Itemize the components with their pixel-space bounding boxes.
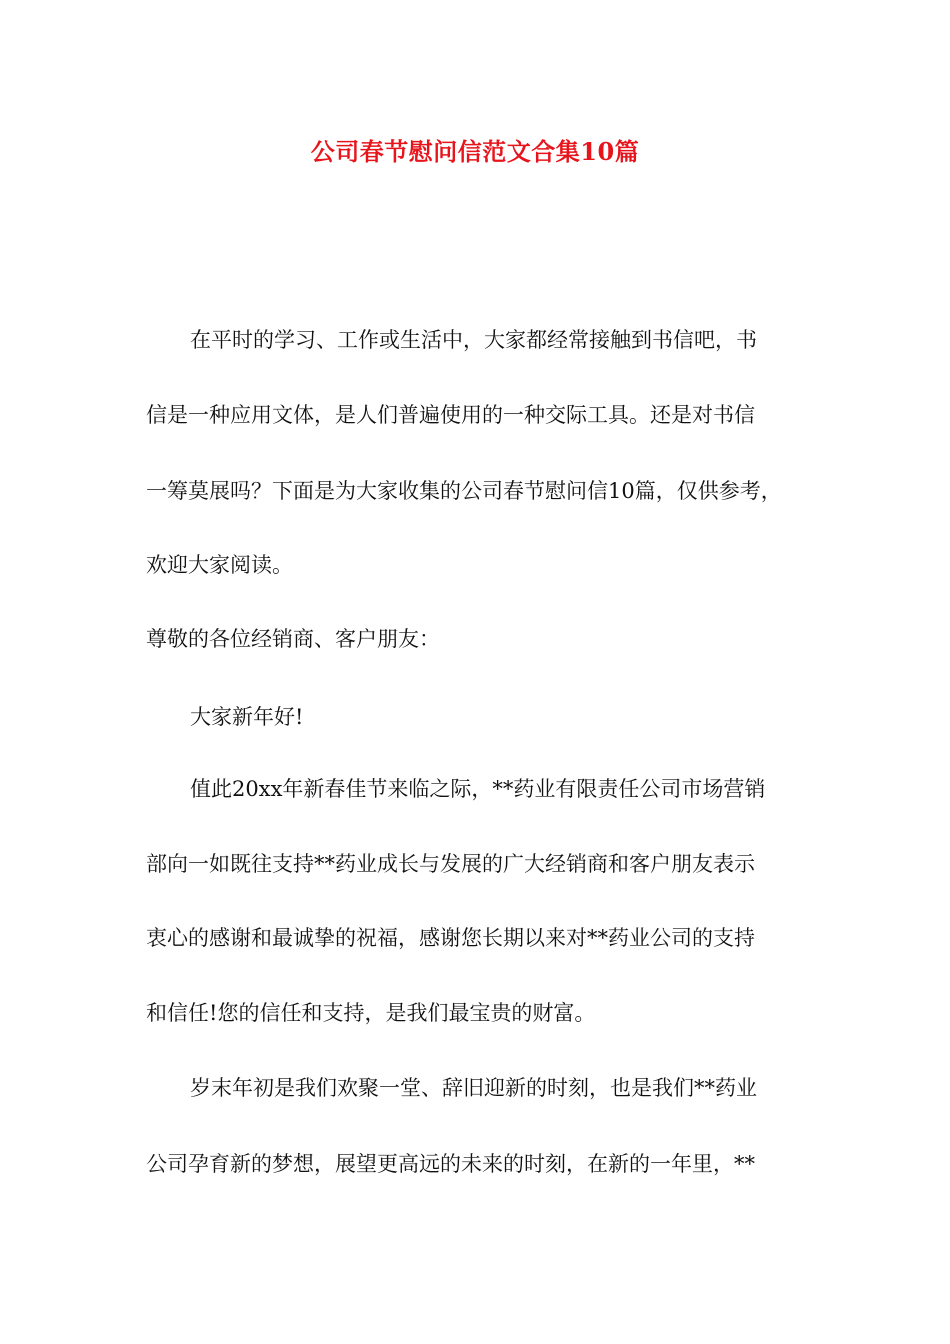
body-line-2: 信是一种应用文体，是人们普遍使用的一种交际工具。还是对书信 [146,403,755,427]
body-line-4: 欢迎大家阅读。 [146,553,293,577]
body-line-11: 岁末年初是我们欢聚一堂、辞旧迎新的时刻，也是我们**药业 [190,1076,757,1100]
body-line-8: 部向一如既往支持**药业成长与发展的广大经销商和客户朋友表示 [146,852,755,876]
body-line-3: 一筹莫展吗？下面是为大家收集的公司春节慰问信10篇，仅供参考， [146,479,782,503]
salutation: 尊敬的各位经销商、客户朋友： [146,627,440,651]
body-line-7: 值此20xx年新春佳节来临之际，**药业有限责任公司市场营销 [190,777,766,801]
body-line-1: 在平时的学习、工作或生活中，大家都经常接触到书信吧，书 [190,328,757,352]
document-title: 公司春节慰问信范文合集10篇 [310,137,640,166]
greeting: 大家新年好! [190,705,304,729]
body-line-10: 和信任!您的信任和支持，是我们最宝贵的财富。 [146,1001,596,1025]
body-line-9: 衷心的感谢和最诚挚的祝福，感谢您长期以来对**药业公司的支持 [146,926,755,950]
body-line-12: 公司孕育新的梦想，展望更高远的未来的时刻，在新的一年里，** [146,1152,755,1176]
